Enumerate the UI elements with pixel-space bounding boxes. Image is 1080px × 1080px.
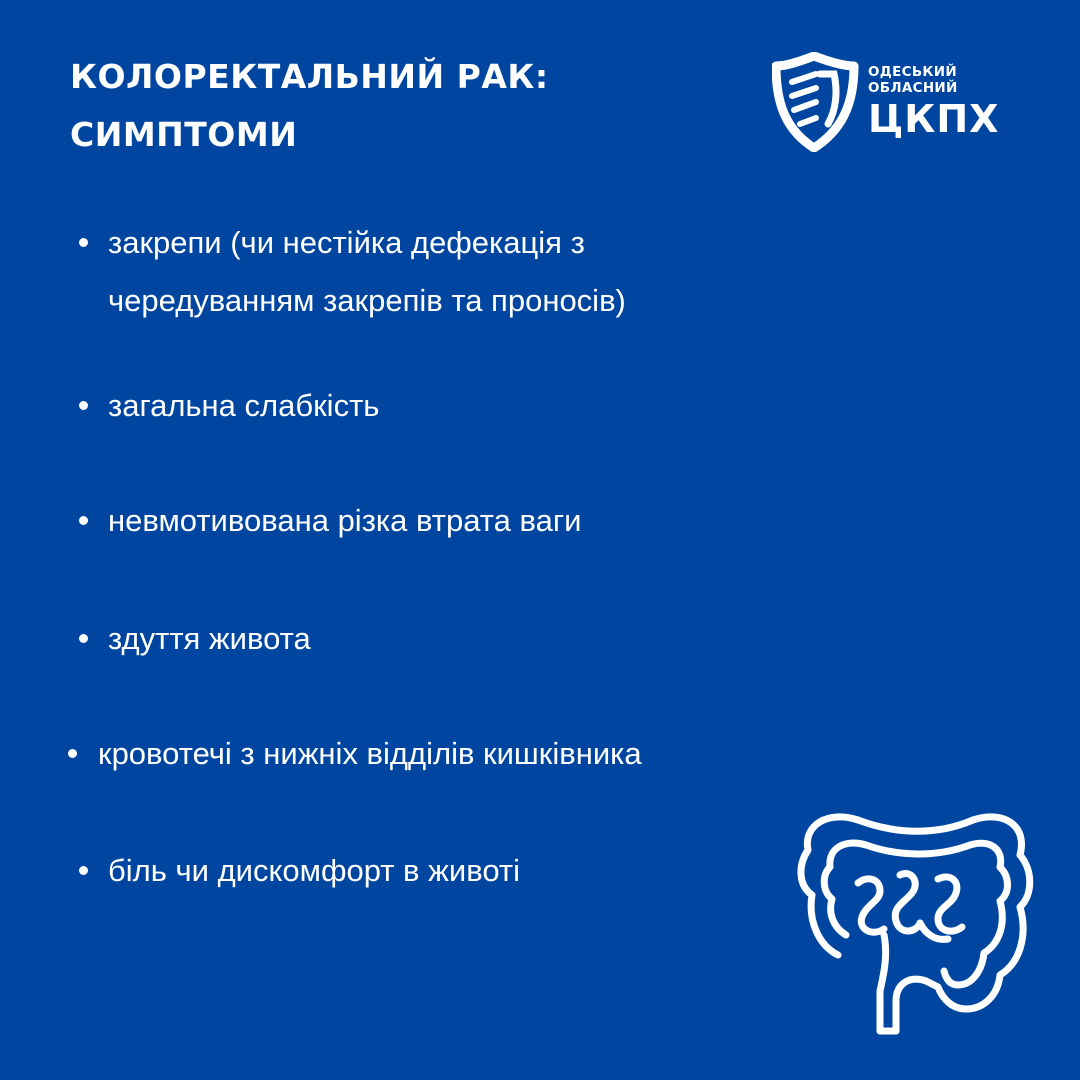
bullet-1 xyxy=(79,238,88,247)
bullet-5 xyxy=(68,749,77,758)
shield-logo-icon xyxy=(772,52,862,152)
bullet-6 xyxy=(79,866,88,875)
logo-text xyxy=(868,64,999,140)
logo-line-2: ОБЛАСНИЙ xyxy=(868,80,958,96)
symptom-item-3: невмотивована різка втрата ваги xyxy=(108,503,582,538)
symptom-item-4: здуття живота xyxy=(108,621,311,656)
logo xyxy=(772,52,1002,152)
title-line-2: СИМПТОМИ xyxy=(70,115,298,154)
bullet-4 xyxy=(79,634,88,643)
symptom-item-6: біль чи дискомфорт в животі xyxy=(108,853,520,888)
symptom-item-1 xyxy=(108,214,626,330)
page-title xyxy=(70,48,549,164)
symptom-item-2: загальна слабкість xyxy=(108,388,380,423)
symptom-item-5: кровотечі з нижніх відділів кишківника xyxy=(98,736,642,771)
symptom-1-line-2: чередуванням закрепів та проносів) xyxy=(108,283,626,318)
title-line-1: КОЛОРЕКТАЛЬНИЙ РАК: xyxy=(70,57,549,96)
logo-line-1: ОДЕСЬКИЙ xyxy=(868,64,957,80)
bullet-2 xyxy=(79,401,88,410)
bullet-3 xyxy=(79,516,88,525)
logo-name: ЦКПХ xyxy=(868,97,1000,141)
intestine-icon xyxy=(788,795,1042,1049)
symptom-1-line-1: закрепи (чи нестійка дефекація з xyxy=(108,225,585,260)
